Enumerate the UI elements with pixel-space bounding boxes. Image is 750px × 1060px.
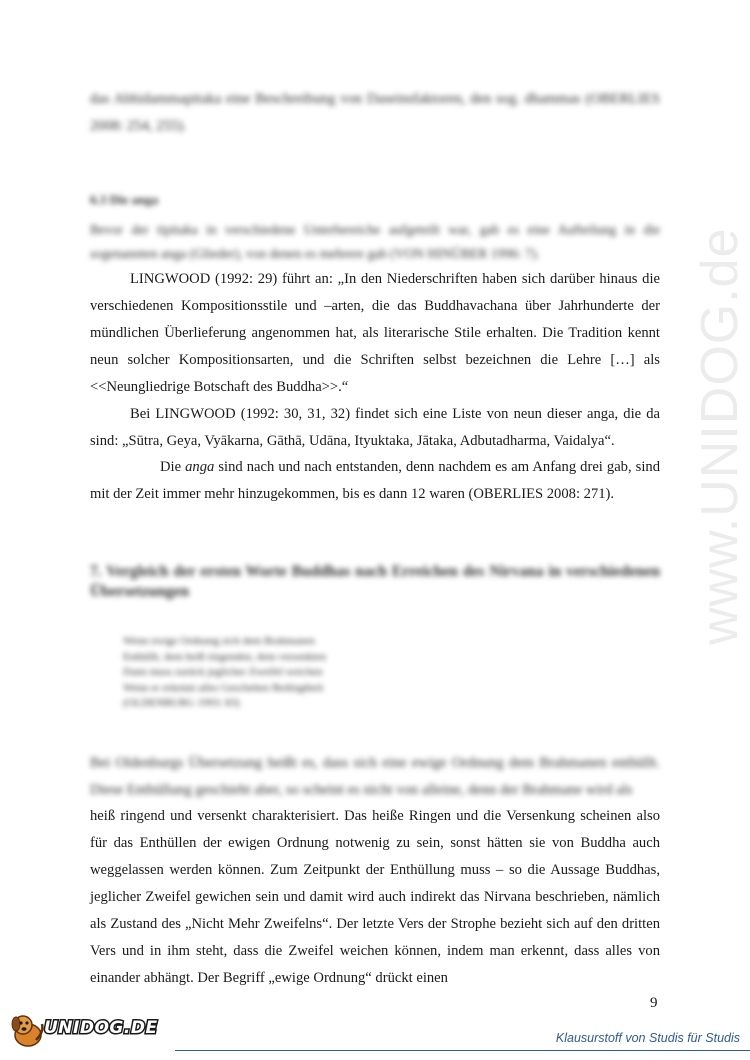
page-number: 9 — [650, 995, 658, 1011]
blurred-section-intro: Bevor der tipitaka in verschiedene Unterbereiche aufgeteilt war, gab es eine Aufteilung in die sogenannten anga (Glieder), von denen es mehrere gab (VON HINÜBER 1996: 7). — [90, 222, 660, 261]
verse-line: Wenn ewige Ordnung sich dem Brahmanen — [123, 635, 315, 647]
section-heading-7: 7. Vergleich der ersten Worte Buddhas nach Erreichen des Nirvana in verschiedenen Übersetzungen — [90, 563, 660, 600]
dog-mascot-icon — [8, 1010, 48, 1050]
section-heading-6-3: 6.3 Die anga — [90, 192, 159, 207]
paragraph-anga-origin: Die anga sind nach und nach entstanden, denn nachdem es am Anfang drei gab, sind mit der Zeit immer mehr hinzugekommen, bis es dann 12 waren (OBERLIES 2008: 271). — [90, 459, 660, 502]
footer-slogan: Klausurstoff von Studis für Studis — [555, 1031, 740, 1045]
footer-rule — [175, 1050, 750, 1051]
oldenburg-verse-quote — [123, 634, 443, 712]
blurred-intro-text: das Abhidammapitaka eine Beschreibung von Daseinsfaktoren, den sog. dhammas (OBERLIES 2008: 254, 255). — [90, 91, 660, 134]
unidog-logo — [4, 1010, 164, 1050]
watermark: www.UNIDOG.de — [691, 227, 749, 645]
anga-term: anga — [185, 459, 215, 475]
verse-line: Wenn er erkennt alles Geschehen Bedingtheit — [123, 681, 324, 694]
analysis-paragraph: heiß ringend und versenkt charakterisiert. Das heiße Ringen und die Versenkung scheinen also für das Enthüllen der ewigen Ordnung notwenig zu sein, sonst hätten sie von Buddha auch weggelassen werden können. Zum Zeitpunkt der Enthüllung muss – so die Aussage Buddhas, jeglicher Zweifel gewichen sein und damit wird auch indirekt das Nirvana beschrieben, nämlich als Zustand des „Nicht Mehr Zweifelns“. Der letzte Vers der Strophe bezieht sich auf den dritten Vers und in ihm steht, dass die Zweifel weichen können, indem man erkennt, dass alles von einander abhängt. Der Begriff „ewige Ordnung“ drückt einen — [90, 808, 660, 986]
paragraph-lingwood-quote: LINGWOOD (1992: 29) führt an: „In den Niederschriften haben sich darüber hinaus die verschiedenen Kompositionsstile und –arten, die das Buddhavachana über Jahrhunderte der mündlichen Überlieferung angenommen hat, als literarische Stile erhalten. Die Tradition kennt neun solcher Kompositionsarten, und die Schriften selbst bezeichnen die Lehre […] als <<Neungliedrige Botschaft des Buddha>>.“ — [90, 271, 660, 395]
unidog-logo-text: UNIDOG.DE — [44, 1018, 158, 1038]
verse-line: Dann muss zurück jeglicher Zweifel weichen — [123, 666, 323, 678]
verse-citation: (OLDENBURG 1993: 83) — [123, 697, 240, 709]
verse-line: Enthüllt, dem heiß ringenden, dem versenkten — [123, 650, 327, 663]
blurred-analysis-lines: Bei Oldenburgs Übersetzung heißt es, dass sich eine ewige Ordnung dem Brahmanen enthüllt. Diese Enthüllung geschieht aber, so scheint es nicht von alleine, denn der Brahmane wird als — [90, 755, 660, 798]
paragraph-anga-list: Bei LINGWOOD (1992: 30, 31, 32) findet sich eine Liste von neun dieser anga, die da sind: „Sūtra, Geya, Vyākarna, Gāthā, Udāna, Ityuktaka, Jātaka, Adbutadharma, Vaidalya“. — [90, 406, 660, 449]
